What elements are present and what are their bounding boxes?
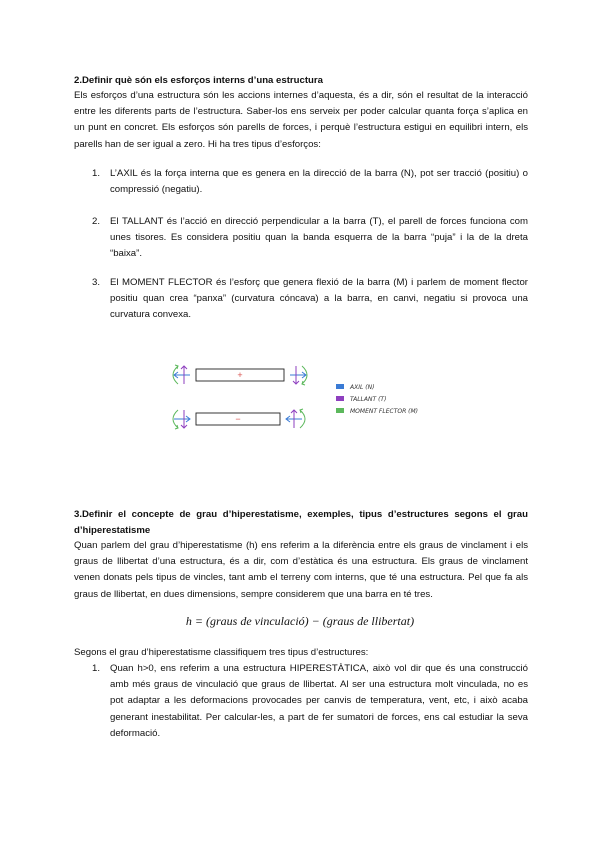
section-3-heading: 3.Definir el concepte de grau d’hiperestatisme, exemples, tipus d’estructures segons el grau d’hiperestatisme [74,509,528,537]
list-number: 2. [92,216,101,227]
list-text: El MOMENT FLECTOR és l’esforç que genera flexió de la barra (M) i parlem de moment flector positiu quan crea “panxa” (curvatura cóncava) a la barra, en canvi, negatiu si provoca una curvatura convexa. [110,277,528,321]
figure-legend [336,384,418,415]
left-force-set-bottom [173,410,190,429]
list-text: El TALLANT és l’acció en direcció perpendicular a la barra (T), el parell de forces funciona com unes tisores. Es considera positiu quan la banda esquerra de la barra “puja” i la de la dreta “baixa”. [110,216,528,260]
list-text: Quan h>0, ens referim a una estructura HIPERESTÀTICA, això vol dir que és una construcció amb més graus de vinculació que graus de llibertat. Al ser una estructura molt vinculada, no es pot adaptar a les deformacions provocades per canvis de temperatura, vent, etc, i això acaba generant inestabilitat. Per calcular-les, a part de fer sumatori de forces, ens cal estudiar la seva deformació. [110,663,528,739]
hyperstatic-formula: h = (graus de vinculació) − (graus de llibertat) [185,614,415,628]
bar-negative-sign: − [235,414,241,424]
legend-swatch [336,396,344,401]
list-text: L’AXIL és la força interna que es genera en la direcció de la barra (N), pot ser tracció (positiu) o compressió (negatiu). [110,168,528,196]
legend-swatch [336,408,344,413]
section-2-intro: Els esforços d’una estructura són les accions internes d’aquesta, és a dir, són el resultat de la interacció entre les diferents parts de l’estructura. Saber-los ens serveix per poder calcular quanta força s’aplica en un punt en concret. Els esforços són parells de forces, i perquè l’estructura estigui en equilibri intern, els parells han de ser igual a zero. Hi ha tres tipus d’esforços: [74,90,528,150]
right-force-set-top [290,366,307,385]
internal-forces-sketch [160,358,430,438]
bar-positive-sign: + [237,370,243,380]
left-force-set-top [173,365,190,384]
legend-label-tallant: TALLANT (T) [350,396,387,403]
right-force-set-bottom [286,409,305,428]
list-number: 3. [92,277,101,288]
classification-intro: Segons el grau d’hiperestatisme classifiquem tres tipus d’estructures: [74,647,369,658]
section-2-heading: 2.Definir què són els esforços interns d’una estructura [74,75,323,86]
legend-label-axil: AXIL (N) [350,384,375,391]
section-3-intro: Quan parlem del grau d’hiperestatisme (h) ens referim a la diferència entre els graus de vinclament i els graus de llibertat d’una estructura, és a dir, com d’estàtica és una estructura. Els graus de vinclament venen donats pels tipus de vincles, tant amb el terreny com interns, que té una estructura. Pel que fa als graus de llibertat, en dues dimensions, sempre considerem que una barra en té tres. [74,540,528,600]
legend-label-moment: MOMENT FLECTOR (M) [350,408,419,415]
legend-swatch [336,384,344,389]
list-number: 1. [92,168,101,179]
list-number: 1. [92,663,101,674]
